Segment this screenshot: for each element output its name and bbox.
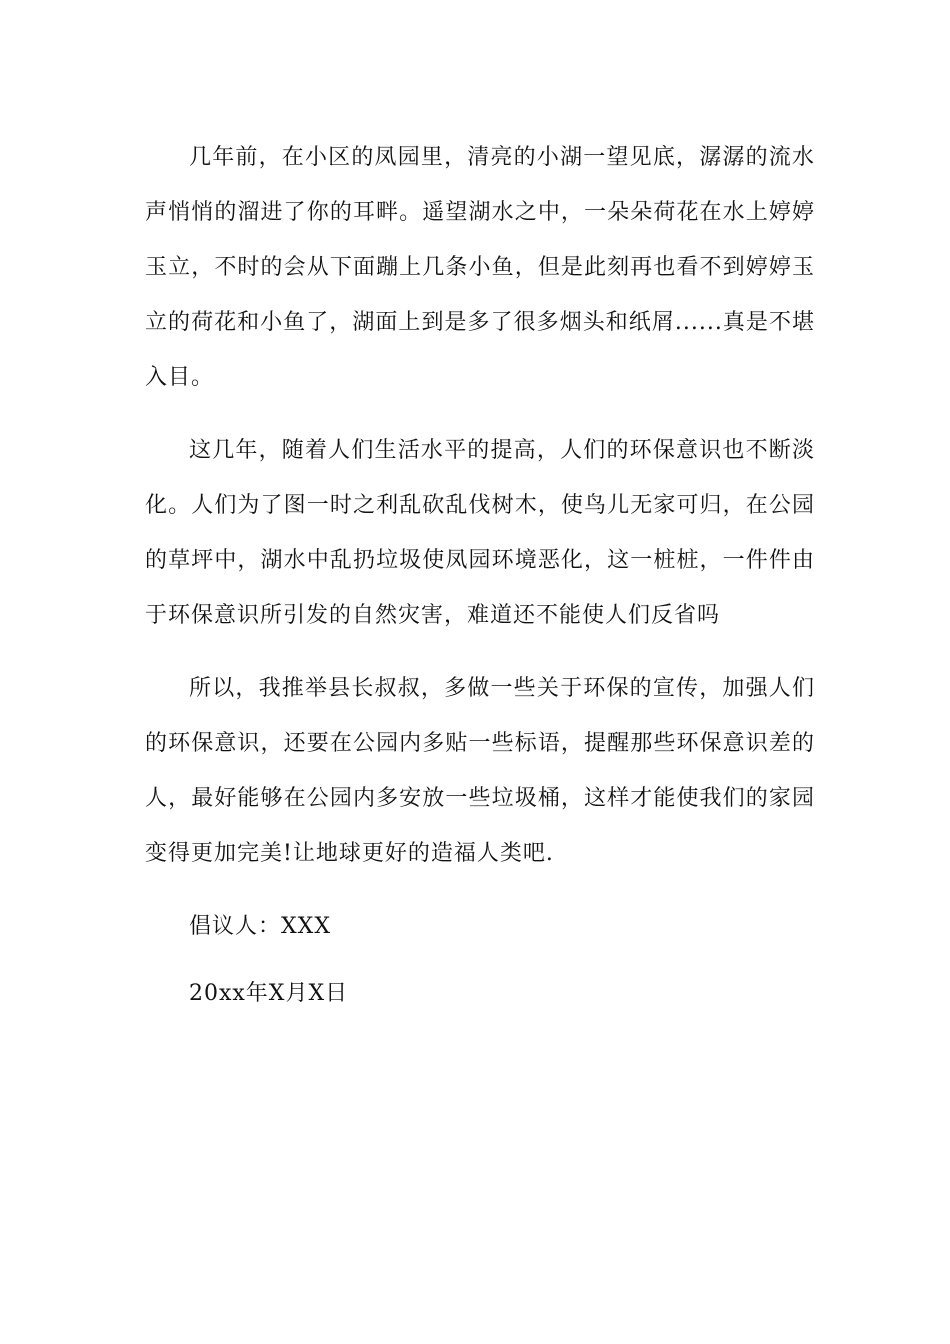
paragraph-2: 这几年，随着人们生活水平的提高，人们的环保意识也不断淡化。人们为了图一时之利乱砍乱伐树木，使鸟儿无家可归，在公园的草坪中，湖水中乱扔垃圾使凤园环境恶化，这一桩桩，一件件由于环保意识所引发的自然灾害，难道还不能使人们反省吗 <box>145 438 815 628</box>
signature-line: 倡议人：XXX <box>189 914 331 939</box>
paragraph-3: 所以，我推举县长叔叔，多做一些关于环保的宣传，加强人们的环保意识，还要在公园内多贴一些标语，提醒那些环保意识差的人，最好能够在公园内多安放一些垃圾桶，这样才能使我们的家园变得更加完美!让地球更好的造福人类吧. <box>145 676 815 866</box>
date-line: 20xx年X月X日 <box>189 981 349 1006</box>
document-page <box>145 130 815 1021</box>
paragraph-1: 几年前，在小区的凤园里，清亮的小湖一望见底，潺潺的流水声悄悄的溜进了你的耳畔。遥望湖水之中，一朵朵荷花在水上婷婷玉立，不时的会从下面蹦上几条小鱼，但是此刻再也看不到婷婷玉立的荷花和小鱼了，湖面上到是多了很多烟头和纸屑......真是不堪入目。 <box>145 145 815 390</box>
